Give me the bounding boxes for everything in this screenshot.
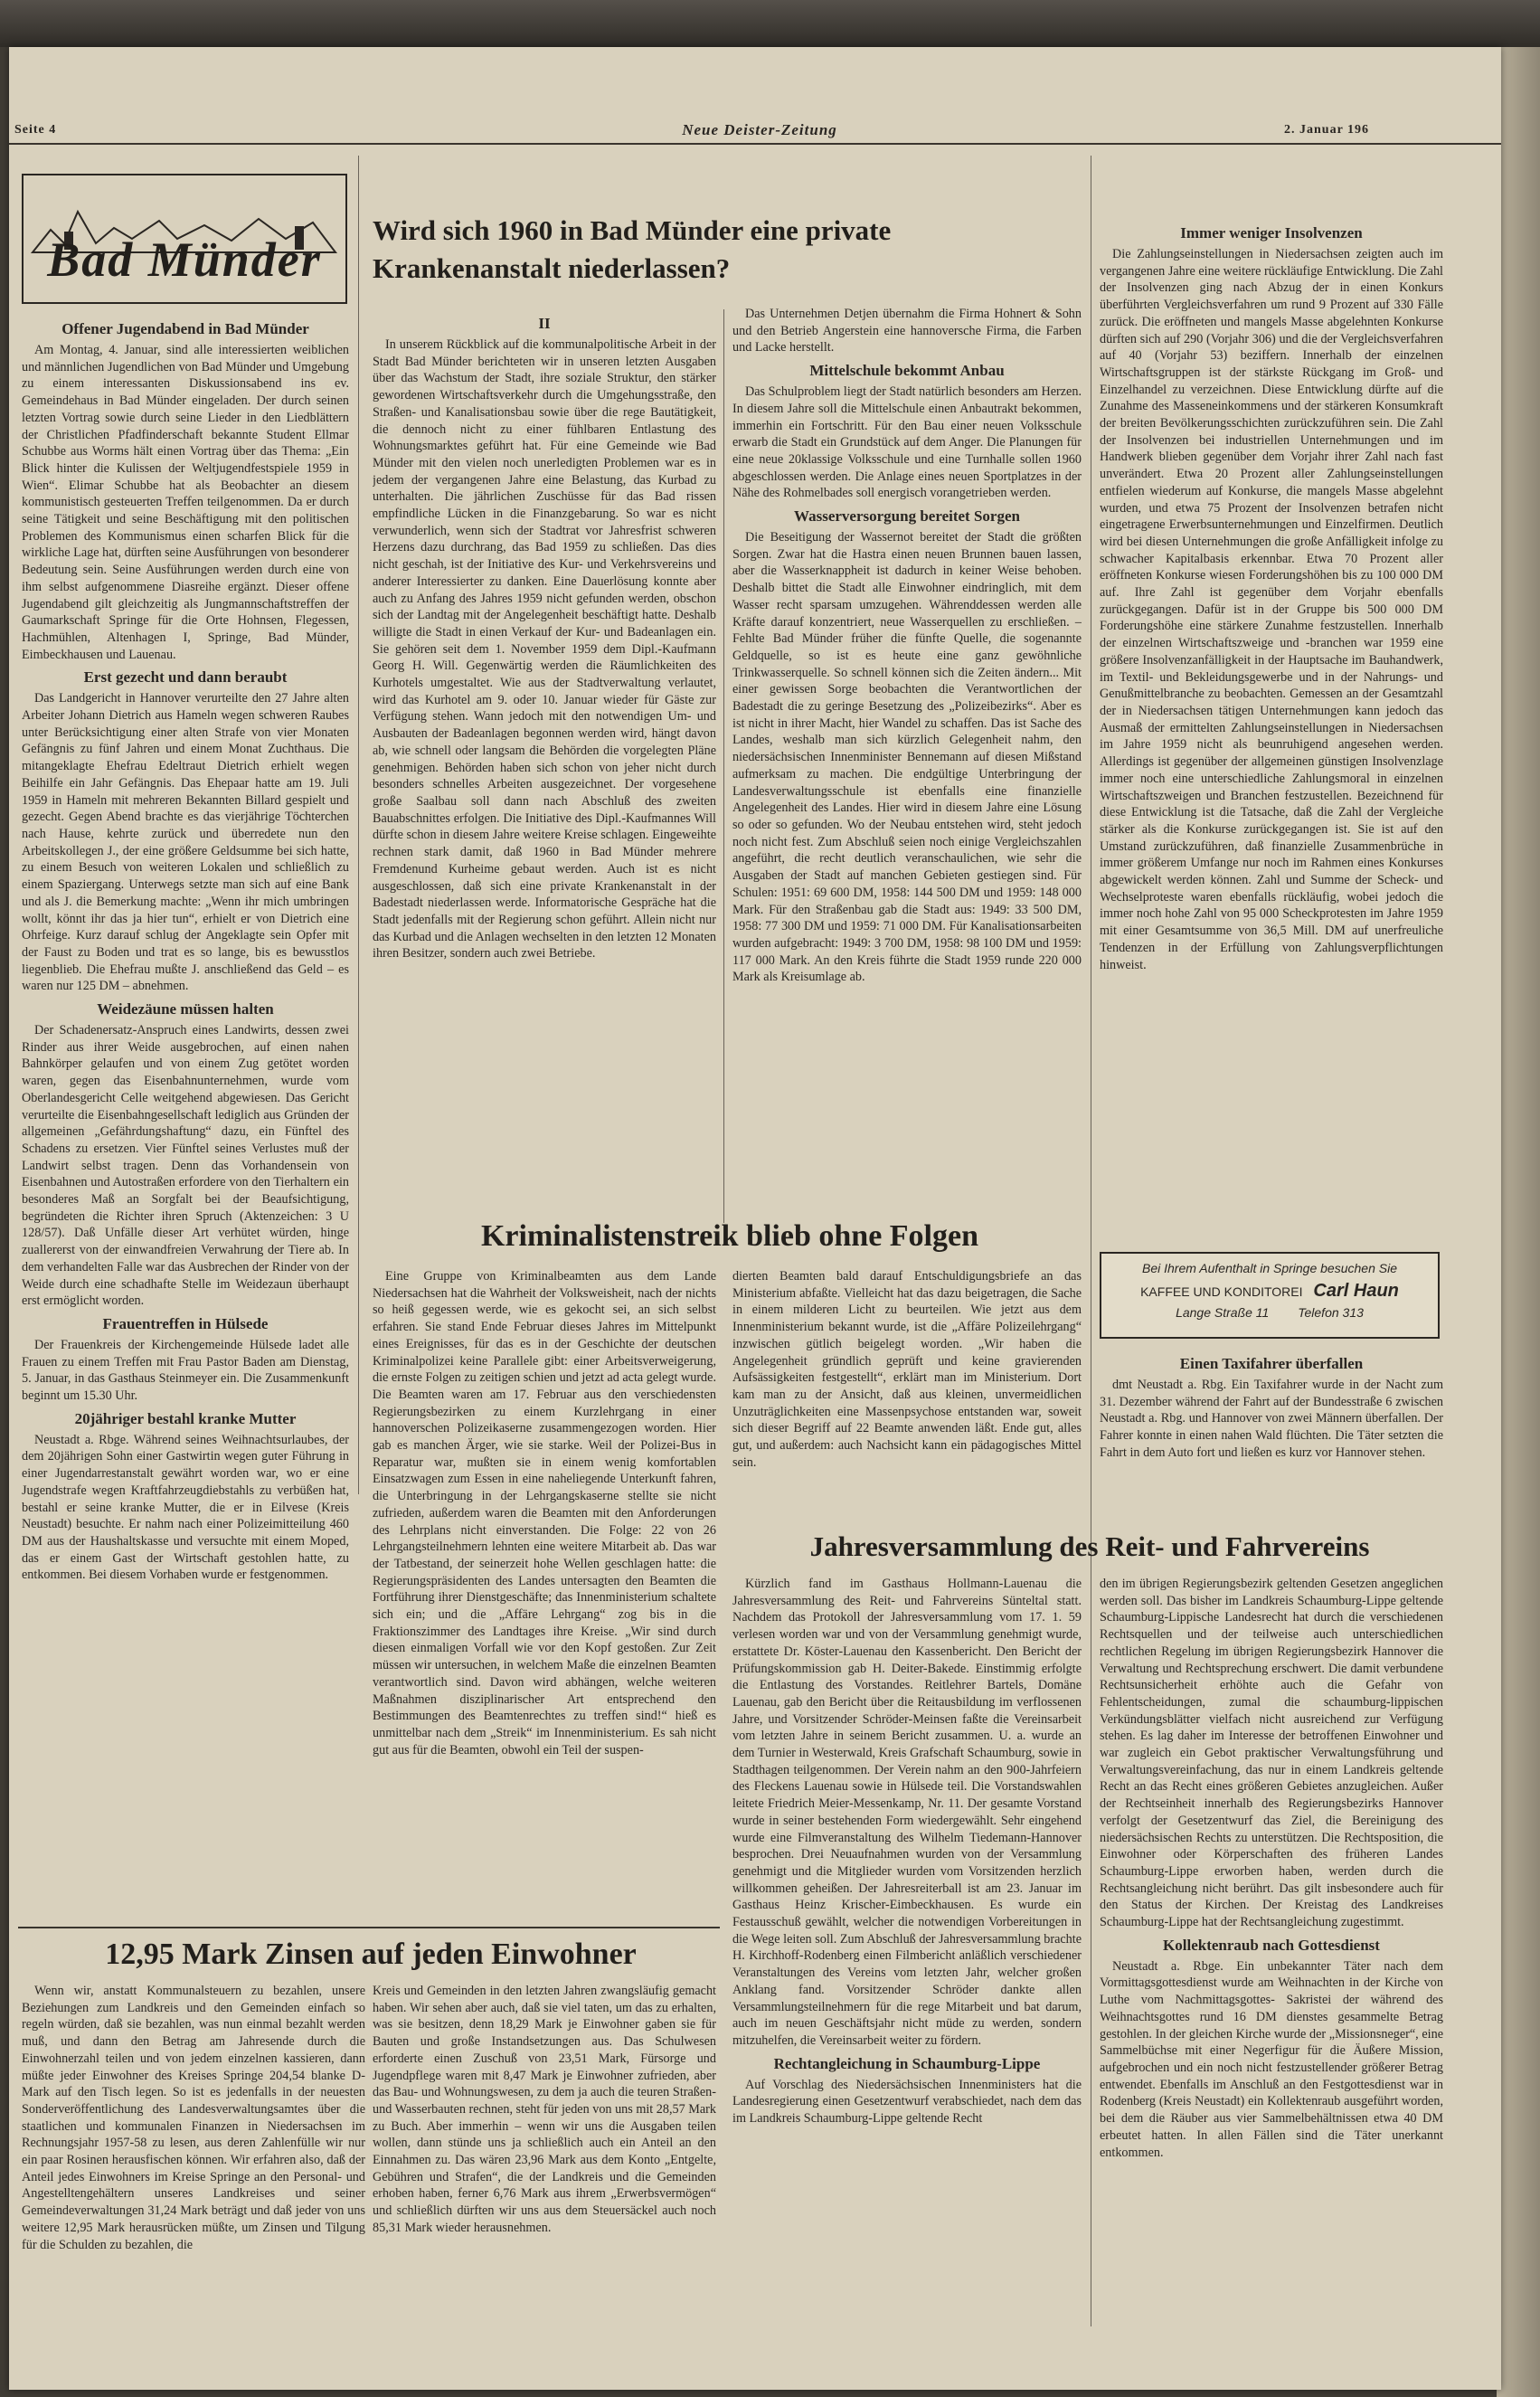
bad-muender-logo xyxy=(22,174,347,304)
ad-address: Lange Straße 11 xyxy=(1176,1305,1270,1320)
main-article-text: In unserem Rückblick auf die kommunalpolitische Arbeit in der Stadt Bad Münder berichteten wir in unseren letzten Ausgaben über das Wachstum der Stadt, ihre soziale Struktur, den stärker gewordenen Wirtschaftsverkehr durch die Umgehungsstraße, den Straßen- und Kanalisationsbau sowie über die rege Bautätigkeit, die dennoch nicht zu einer fühlbaren Entlastung des Wohnungsmarktes geführt hat. Für eine Gemeinde wie Bad Münder mit den vielen noch unerledigten Problemen war es in jedem der vergangenen Jahre eine Belastung, das Kurbad zu unterhalten. Die jährlichen Zuschüsse für das Bad rissen empfindliche Lücken in die Finanzgebarung. So war es nicht verwunderlich, wenn sich der Stadtrat vor Jahresfrist schweren Herzens dazu durchrang, das Bad 1959 zu schließen. Das dies nicht geschah, ist der Initiative des Kur- und Verkehrsvereins und anderer Interessierter zu danken. Eine Dauerlösung konnte aber auch zu Anfang des Jahres 1959 nicht gefunden werden, obschon sich der Landtag mit der Angelegenheit beschäftigt hatte. Deshalb willigte die Stadt in einen Verkauf der Kur- und Badeanlagen ein. Sie gehören seit dem 1. November 1959 dem Dipl.-Kaufmann Georg H. Will. Gegenwärtig werden die Räumlichkeiten des Kurhotels umgestaltet. Wie aus der Stadtverwaltung verlautet, wird das Kurhotel am 9. oder 10. Januar wieder für Gäste zur Verfügung stehen. Wann jedoch mit den notwendigen Um- und Ausbauten der Badeanlagen begonnen werden wird, hängt davon ab, wie schnell oder langsam die Behörden die vorgelegten Pläne genehmigen. Behörden haben sich schon von jeher nicht durch besonders schnelles Arbeiten ausgezeichnet. Der vorgesehene große Saalbau soll dann nach Abschluß des zweiten Bauabschnittes erfolgen. Die Initiative des Dipl.-Kaufmannes Will dürfte schon in diesem Jahre weitere Kreise schlagen. Eingeweihte rechnen stark damit, daß 1960 in Bad Münder mehrere Fremdenund Kurheime gebaut werden. Auch ist es nicht ausgeschlossen, daß sich eine private Krankenanstalt in der Badestadt niederlassen werde. Informatorische Gespräche hat die Stadt jedenfalls mit der Regierung schon geführt. Allein nicht nur das Kurbad und die Anlagen wechselten in den letzten 12 Monaten ihren Besitzer, sondern auch zwei Betriebe. xyxy=(373,337,716,962)
article-text: Das Unternehmen Detjen übernahm die Firma Hohnert & Sohn und den Betrieb Angerstein eine hannoversche Firma, die Farben und Lacke herstellt. xyxy=(732,307,1082,355)
column-divider xyxy=(723,309,724,1223)
masthead-rule xyxy=(9,143,1501,145)
reit-column-2 xyxy=(1100,1576,1443,2372)
logo-text: Bad Münder xyxy=(47,232,322,287)
ad-owner: Carl Haun xyxy=(1313,1281,1399,1301)
kollekten-text: Neustadt a. Rbge. Ein unbekannter Täter nach dem Vormittagsgottesdienst wurde am Weihnachten in der Kirche von Luthe vom Nachmittagsgottes- Sakristei der während des Weihnachtsgottes rund 16 DM dienstes gesammelte Betrag gestohlen. In der gleichen Kirche wurde der „Missionsneger“, eine Sammelbüchse mit einer Negerfigur für die Äußere Mission, aufgebrochen und ein noch nicht festzustellender größerer Betrag entwendet. Ebenfalls im Anschluß an den Festgottesdienst war in Rodenberg (Kreis Neustadt) ein Kollektenraub ausgeführt worden, bei dem die Räuber aus vier Sammelbehältnissen etwa 40 DM erbeutet hatten. In allen Fällen sind die Täter unerkannt entkommen. xyxy=(1100,1958,1443,2160)
reit-text-1: Kürzlich fand im Gasthaus Hollmann-Lauenau die Jahresversammlung des Reit- und Fahrvereins Sünteltal statt. Nachdem das Protokoll der Jahresversammlung vom 17. 1. 59 verlesen worden war und von der Versammlung genehmigt wurde, erstattete Dr. Köster-Lauenau den Kassenbericht. Den Bericht der Prüfungskommission gab H. Deiter-Bakede. Einstimmig erfolgte die Entlastung des Vorstandes. Reitlehrer Bartels, Domäne Lauenau, gab den Bericht über die Reitausbildung im verflossenen Jahre, und Vorsitzender Schröder-Meinsen faßte die Vereinsarbeit vom letzten Jahre in seinem Bericht zusammen. U. a. wurde an dem Turnier in Westerwald, Kreis Grafschaft Schaumburg, sowie in Stadthagen teilgenommen. Der Verein nahm an den 900-Jahrfeiern des Fleckens Lauenau sowie in Hülsede teil. Die Vorstandswahlen leitete Friedrich Meier-Messenkamp, Nr. 11. Der gesamte Vorstand wurde in seiner bestehenden Form wiedergewählt. Sehr eingehend wurde eine Filmveranstaltung des Wilhelm Tiedemann-Hannover besprochen. Drei Neuaufnahmen wurden von der Versammlung genehmigt und die Mitglieder wurden vom Vorsitzenden herzlich willkommen geheißen. Der Jahresreiterball ist am 23. Januar im Gasthaus Heinz Krischer-Eimbeckhausen. Es wurde ein Festausschuß gewählt, welcher die notwendigen Vorbereitungen in die Wege leiten soll. Zum Abschluß der Jahresversammlung brachte H. Kirchhoff-Rodenberg einen Filmbericht anläßlich verschiedener Veranstaltungen des Vereins vom letzten Jahr, welcher großen Anklang fand. Vorsitzender Schröder dankte allen Versammlungsteilnehmern für die rege Mitarbeit und bat darum, auch im neuen Geschäftsjahr nicht müde zu werden, sondern mitzuhelfen, die Vereinsarbeit weiter zu fördern. xyxy=(732,1577,1082,2048)
krimi-column-2 xyxy=(732,1268,1082,1540)
article-text: Die Beseitigung der Wassernot bereitet der Stadt die größten Sorgen. Zwar hat die Hastra einen neuen Brunnen bauen lassen, aber die Wasserknappheit ist dadurch in keiner Weise behoben. Deshalb bittet die Stadt alle Einwohner eindringlich, mit dem Wasser recht sparsam umzugehen. Währenddessen werden alle Kräfte darauf konzentriert, neue Wasserquellen zu erschließen. – Fehlte Bad Münder früher die fünfte Quelle, die sogenannte Geldquelle, so ist es heute eine ganz gewöhnliche Trinkwasserquelle. So schnell können sich die Zeiten ändern... Mit einer gewissen Sorge beobachten die Verantwortlichen der Badestadt die zu geringe Besetzung des „Polizeibezirks“. Aber es ist nicht in ihrer Macht, hier Wandel zu schaffen. Das ist Sache des Landes, weshalb man sich kürzlich Gelegenheit nahm, den niedersächsischen Innenminister Bennemann auf diesen Mißstand aufmerksam zu machen. Die endgültige Unterbringung der Landesverwaltungsschule ist ebenfalls eine finanzielle Angelegenheit des Landes. Hier wird in diesem Jahre eine Lösung so oder so gefunden. Wo der Neubau entstehen wird, steht jedoch noch nicht fest. Zum Abschluß seien noch einige Vergleichszahlen angeführt, die recht deutlich veranschaulichen, wie sehr die Ausgaben der Stadt auf manchen Gebieten gestiegen sind. Für Schulen: 1951: 69 600 DM, 1958: 144 500 DM und 1959: 148 000 Mark. Für den Straßenbau gab die Stadt aus: 1949: 33 500 DM, 1958: 77 300 DM und 1959: 71 000 DM. Für Kanalisationsarbeiten wurden aufgebracht: 1949: 3 700 DM, 1958: 98 100 DM und 1959: 117 000 Mark. An den Kreis führte die Stadt 1959 runde 220 000 Mark als Kreisumlage ab. xyxy=(732,530,1082,985)
main-article-column-1 xyxy=(373,309,716,1214)
newspaper-page xyxy=(9,47,1501,2390)
article-headline: Offener Jugendabend in Bad Münder xyxy=(61,320,309,337)
krimi-text-1: Eine Gruppe von Kriminalbeamten aus dem Lande Niedersachsen hat die Wahrheit der Volksweisheit, nach der nichts so heiß gegessen werde, wie es gekocht sei, an sich selbst erfahren. Sie stand Ende Februar dieses Jahres im Mittelpunkt eines Ereignisses, für das es in der Geschichte der deutschen Kriminalpolizei keine Parallele gibt: einer Arbeitsverweigerung, die ernste Folgen zu zeitigen schien und jetzt ad acta gelegt wurde. Die Beamten waren am 17. Februar aus den verschiedensten Regierungsbezirken zu einem Kurzlehrgang in einer hannoverschen Polizeikaserne zusammengezogen worden. Hier gab es manchen Ärger, wie sie starke. Weil der Polizei-Bus in Reparatur war, mußten sie in einem wenig komfortablen Einsatzwagen zum Essen in eine naheliegende Unterkunft fahren, die Unterbringung in der Lehrgangskaserne stellte sie nicht zufrieden, außerdem waren die Beamten mit den Anforderungen des Lehrplans nicht einverstanden. Die Folge: 22 von 26 Lehrgangsteilnehmern lehnten eine weitere Mitarbeit ab. Das war der Tatbestand, der seinerzeit hohe Wellen geschlagen hatte: die Regierungspräsidenten des Landes untersagten den Beamten die Fortführung ihrer Dienstgeschäfte; das Innenministerium schaltete sich ein; und die „Affäre Lehrgang“ zog bis in die Fraktionszimmer des Landtages ihre Kreise. „Wir sind durch diesen einmaligen Vorfall wie vor den Kopf gestoßen. Zur Zeit müssen wir untersuchen, in welchem Maße die einzelnen Beamten verantwortlich sind. Davon wird abhängen, welche weiteren Maßnahmen disziplinarischer Art entsprechend den Bestimmungen des Beamtenrechtes zu treffen sind!“ hieß es unmittelbar nach dem „Streik“ im Innenministerium. Es sah nicht gut aus für die Beamten, obwohl ein Teil der suspen- xyxy=(373,1269,716,1757)
page-number: Seite 4 xyxy=(14,123,57,137)
article-headline: Immer weniger Insolvenzen xyxy=(1180,224,1363,242)
article-text: Das Landgericht in Hannover verurteilte den 27 Jahre alten Arbeiter Johann Dietrich aus Hameln wegen schweren Raubes unter Berücksichtigung einer alten Strafe von vier Monaten Gefängnis zu fünf Jahren und einem Monat Zuchthaus. Die mitangeklagte Ehefrau Edeltraut Dietrich erhielt wegen Beihilfe ein Jahr Gefängnis. Das Ehepaar hatte am 19. Juli 1959 in Hameln mit mehreren Bekannten Billard gespielt und gezecht. Gegen Abend brachte es das vierjährige Töchterchen nach Hause, kehrte zurück und überredete nun den Arbeitskollegen J., der eine größere Geldsumme bei sich hatte, zu einem Besuch von weiteren Lokalen und schließlich zu einem Spaziergang. Unterwegs setzte man sich auf eine Bank und als J. die Bemerkung machte: „Wenn ihr mich umbringen wollt, könnt ihr das ja hier tun“, erhielt er von Dietrich eine Ohrfeige. Kurz darauf schlug der Angeklagte sein Opfer mit der Faust zu Boden und trat es so lange, bis es bewusstlos liegenblieb. Die Ehefrau mußte J. anschließend das Geld – es waren nur 125 DM – abnehmen. xyxy=(22,691,349,994)
article-headline: 20jähriger bestahl kranke Mutter xyxy=(74,1409,297,1427)
article-headline: Erst gezecht und dann beraubt xyxy=(83,668,288,687)
main-headline: Wird sich 1960 in Bad Münder eine private Krankenanstalt niederlassen? xyxy=(373,214,892,284)
article-headline: Wasserversorgung bereitet Sorgen xyxy=(794,507,1020,526)
zinsen-text-1: Wenn wir, anstatt Kommunalsteuern zu bezahlen, unsere Beziehungen zum Landkreis und den Gemeinden einfach so regeln würden, daß sie bezahlen, was nun einmal bezahlt werden muß, und dann den Betrag am Jahresende durch die Einwohnerzahl teilen und von jedem einzelnen kassieren, dann müßte jeder Einwohner des Kreises Springe 204,54 blanke D-Mark auf den Tisch legen. So ist es jedenfalls in der neuesten Sonderveröffentlichung des Landesverwaltungsamtes über die staatlichen und kommunalen Finanzen in Niedersachsen im Rechnungsjahr 1957-58 zu lesen, aus deren Zahlenfülle wir nur ein paar Rosinen herausfischen können. Wir erfahren also, daß der Anteil jedes Einwohners im Kreise Springe an den Personal- und Angestelltengehältern unseres Landkreises und seiner Gemeindeverwaltungen 31,24 Mark beträgt und daß jeder von uns weitere 12,95 Mark herausrücken müßte, um Zinsen und Tilgung für die Schulden zu bezahlen, die xyxy=(22,1984,365,2252)
column-divider xyxy=(358,156,359,1494)
article-text: Die Zahlungseinstellungen in Niedersachsen zeigten auch im vergangenen Jahre eine weitere rückläufige Entwicklung. Die Zahl der Insolvenzen ging nach Abzug der in einen Konkurs überführten Vergleichsverfahren um rund 9 Prozent auf 330 Fälle zurück. Die eröffneten und mangels Masse abgelehnten Konkurse dürften sich auf 290 (Vorjahr 306) und die der Vergleichsverfahren auf 40 (Vorjahr 53) beziffern. Innerhalb der einzelnen Wirtschaftsgruppen ist der stärkste Rückgang im Groß- und Einzelhandel zu verzeichnen. Diese Entwicklung dürfte auf die Zunahme des Masseneinkommens und der stärkeren Konsumkraft der breiten Bevölkerungsschichten zurückzuführen sein. Die Zahl der Insolvenzen bei industriellen Unternehmungen und im Handwerk blieben gegenüber dem Vorjahr ihrer Zahl nach fast unverändert. Etwa 20 Prozent aller Zahlungseinstellungen entfielen wiederum auf Konkurse, die mangels Masse abgelehnt wurden, und etwa 75 Prozent der Insolvenzen betrafen nicht eingetragene Erwerbsunternehmungen und Einzelfirmen. Deutlich wird bei diesen Unternehmungen die große Anfälligkeit infolge zu schwacher Kapitalbasis erkennbar. Etwa 70 Prozent aller eröffneten Konkurse wiesen Forderungshöhen bis zu 100 000 DM auf. Ihre Zahl ist gegenüber dem Vorjahr ebenfalls zurückgegangen. Dafür ist in der Gruppe bis 500 000 DM Forderungshöhe eine stärkere Zunahme festzustellen. Innerhalb der einzelnen Wirtschaftszweige und -branchen war 1959 eine größere Insolvenzanfälligkeit in der Hauptsache im Bauhandwerk, im Textil- und Bekleidungsgewerbe und in der Nahrungs- und Genußmittelbranche zu beobachten. Gemessen an der Gesamtzahl der in Niedersachsen tätigen Unternehmungen kann jedoch das Ausmaß der ermittelten Zahlungseinstellungen in Niedersachsen im Jahre 1959 nicht als beunruhigend angesehen werden. Allerdings ist gegenüber der allgemeinen günstigen Insolvenzlage immer noch eine unterschiedliche Zahlungsmoral in einzelnen Wirtschaftszweigen und Branchen festzustellen. Bezeichnend für diese Entwicklung ist die Tatsache, daß die Zahl der Vergleiche stärker als die Konkurse zurückgegangen ist. Sie ist auf den Umstand zurückzuführen, daß finanzielle Zusammenbrüche in immer größerem Umfange nur noch im Rahmen eines Konkurses abgewickelt werden können. Zahl und Summe der Scheck- und Wechselproteste waren ebenfalls rückläufig, wobei jedoch die immer noch hohe Zahl von 95 000 Scheckprotesten im Jahre 1959 mit einer Gesamtsumme von 36,5 Mill. DM auf unerfreuliche Tendenzen in der Erfüllung von Zahlungsverpflichtungen hinweist. xyxy=(1100,247,1443,972)
paper-title: Neue Deister-Zeitung xyxy=(682,121,837,138)
krimi-text-2: dierten Beamten bald darauf Entschuldigungsbriefe an das Ministerium abfaßte. Vielleicht hat das dazu beigetragen, die Sache in einem milderen Licht zu beurteilen. Wie jetzt aus dem Innenministerium bekannt wurde, ist die „Affäre Polizeilehrgang“ inzwischen gütlich beigelegt worden. „Wir haben die Angelegenheit gründlich geprüft und keine gravierenden Aufsässigkeiten festgestellt“, erklärt man im Ministerium. Dort kam man zu der Ansicht, daß aus kleinen, unvermeidlichen Unzuträglichkeiten eine Massenpsychose entstanden war, soweit sich dieser Begriff auf 22 Beamte anwenden läßt. Ende gut, alles gut, und außerdem: auch Nachsicht kann ein pädagogisches Mittel sein. xyxy=(732,1269,1082,1470)
recht-headline: Rechtangleichung in Schaumburg-Lippe xyxy=(773,2054,1041,2072)
ad-line-1: Bei Ihrem Aufenthalt in Springe besuchen Sie xyxy=(1142,1261,1397,1275)
background-top xyxy=(0,0,1540,47)
recht-text-1: Auf Vorschlag des Niedersächsischen Innenministers hat die Landesregierung einen Gesetzentwurf verabschiedet, nach dem das im Landkreis Schaumburg-Lippe geltende Recht xyxy=(732,2077,1082,2127)
article-headline: Frauentreffen in Hülsede xyxy=(102,1314,269,1332)
article-text: Am Montag, 4. Januar, sind alle interessierten weiblichen und männlichen Jugendlichen von Bad Münder und Umgebung zu einem interessanten Diskussionsabend ins ev. Gemeindehaus in Bad Münder eingeladen. Der durch seinen letzten Vortrag sowie durch seine Lieder in den Liedblättern der Christlichen Pfadfinderschaft bekannte Student Ellmar Schubbe aus Worms hält einen Vortrag über das Thema: „Ein Blick hinter die Kulissen der Weltjugendfestspiele 1959 in Wien“. Elimar Schubbe hat als Beobachter an diesem kommunistisch gesteuerten Treffen teilgenommen. Da er durch seine Tätigkeit und seine Beschäftigung mit den politischen Problemen des Kommunismus einen scharfen Blick für die wirkliche Lage hat, dürften seine Ausführungen von besonderer Bedeutung sein. Seine Ausführungen werden durch eine von ihm selbst aufgenommene Diasreihe ergänzt. Dieser offene Jugendabend gilt gleichzeitig als Jungmannschaftstreffen der Gaumarkschaft Springe für die Orte Hohnsen, Flegessen, Hachmühlen, Altenhagen I, Springe, Bad Münder, Eimbeckhausen und Lauenau. xyxy=(22,343,349,662)
taxi-article xyxy=(1100,1350,1443,1512)
zinsen-column-1 xyxy=(22,1983,365,2363)
main-article-column-2 xyxy=(732,306,1082,1219)
article-text: Der Schadenersatz-Anspruch eines Landwirts, dessen zwei Rinder aus ihrer Weide ausgebrochen, auf einen nahen Bahnkörper gelaufen und von einem Zug getötet worden waren, gegen das Eisenbahnunternehmen, wurde vom Oberlandesgericht Celle weitgehend abgewiesen. Das Gericht verurteilte die Eisenbahngesellschaft lediglich aus Gründen der allgemeinen „Gefährdungshaftung“ dazu, ein Fünftel des Schadens zu ersetzen. Vier Fünftel seines Verlustes muß der Landwirt selbst tragen. Denn das Vorhandensein von Eisenbahnen und Autostraßen erfordere von den Tierhaltern ein besonderes Maß an Sorgfalt bei der Beaufsichtigung, begründeten die Richter ihren Spruch (Aktenzeichen: 3 U 128/57). Daß Unfälle dieser Art verhütet würden, hinge zuallererst von der einwandfreien Verwahrung der Tiere ab. In dem verhandelten Falle war das Ausbrechen der Rinder von der Weide durch eine schadhafte Stelle im Weidezaun überhaupt erst ermöglicht worden. xyxy=(22,1023,349,1309)
left-column xyxy=(22,315,349,1925)
ad-phone: Telefon 313 xyxy=(1298,1305,1364,1320)
advertisement-box xyxy=(1100,1252,1440,1339)
krimi-column-1 xyxy=(373,1268,716,1892)
article-text: Neustadt a. Rbge. Während seines Weihnachtsurlaubes, der dem 20jährigen Sohn einer Gastwirtin wegen guter Führung in einer Jugendarrestanstalt gewährt worden war, wo er eine Jugendstrafe wegen Kraftfahrzeugdiebstahls zu verbüßen hat, bestahl er seine kranke Mutter, die er in Eilvese (Kreis Neustadt) besuchte. Er nahm nach einer Polizeimitteilung 460 DM aus der Haushaltskasse und versuchte mit einem Moped, das er einem Gast der Wirtschaft gestohlen hatte, zu entkommen. Bei diesem Vorhaben wurde er festgenommen. xyxy=(22,1432,349,1583)
page-edge xyxy=(1497,47,1540,2397)
zinsen-text-2: Kreis und Gemeinden in den letzten Jahren zwangsläufig gemacht haben. Wir sehen aber auch, daß sie viel taten, um das zu erhalten, was sie besitzen, denn 18,29 Mark je Einwohner gaben sie für Bauten und große Instandsetzungen aus. Das Schulwesen erforderte einen Zuschuß von 23,51 Mark, Fürsorge und Jugendpflege waren mit 8,47 Mark je Einwohner zufrieden, aber das Bau- und Wohnungswesen, zu dem ja auch die teuren Straßen- und Wasserbauten rechnen, steht für jeden von uns mit 28,57 Mark zu Buch. Aber immerhin – wenn wir uns die Ausgaben teilen wollen, dann stünde uns ja schließlich auch ein Anteil an den Einnahmen zu. Das wären 23,96 Mark aus dem Konto „Entgelte, Gebühren und Strafen“, die der Landkreis und die Gemeinden erhoben haben, ferner 6,76 Mark aus ihrem „Erwerbsvermögen“ und schließlich dürften wir uns aus dem Steuersäckel auch noch 85,31 Mark wieder herausnehmen. xyxy=(373,1984,716,2235)
right-column xyxy=(1100,219,1443,1250)
section-rule xyxy=(18,1927,720,1928)
taxi-headline: Einen Taxifahrer überfallen xyxy=(1179,1355,1364,1372)
article-text: Das Schulproblem liegt der Stadt natürlich besonders am Herzen. In diesem Jahre soll die Mittelschule einen Anbautrakt bekommen, immerhin ein Fortschritt. Für den Bau einer neuen Volksschule erwarb die Stadt ein Grundstück auf dem Anger. Die Planungen für eine neue 20klassige Volksschule und eine Turnhalle sollen 1960 abgeschlossen werden. Die Anlage eines neuen Sportplatzes in der Nähe des Rohmelbades soll energisch vorangetrieben werden. xyxy=(732,384,1082,501)
reit-headline: Jahresversammlung des Reit- und Fahrvereins xyxy=(809,1530,1370,1562)
zinsen-headline: 12,95 Mark Zinsen auf jeden Einwohner xyxy=(105,1937,637,1971)
article-headline: Weidezäune müssen halten xyxy=(97,1000,274,1018)
ad-business: KAFFEE UND KONDITOREI xyxy=(1140,1284,1303,1299)
reit-column-1 xyxy=(732,1576,1082,2372)
section-marker: II xyxy=(538,315,551,332)
taxi-text: dmt Neustadt a. Rbg. Ein Taxifahrer wurde in der Nacht zum 31. Dezember während der Fahrt auf der Bundesstraße 6 zwischen Neustadt a. Rbg. und Hannover von zwei Männern überfallen. Der Fahrer konnte in einen nahen Wald flüchten. Die Täter setzten die Fahrt in dem Auto fort und ließen es kurz vor Hannover stehen. xyxy=(1100,1378,1443,1460)
zinsen-column-2 xyxy=(373,1983,716,2363)
issue-date: 2. Januar 196 xyxy=(1284,123,1370,137)
article-headline: Mittelschule bekommt Anbau xyxy=(809,362,1005,380)
kollekten-headline: Kollektenraub nach Gottesdienst xyxy=(1163,1936,1380,1954)
recht-text-2: den im übrigen Regierungsbezirk geltenden Gesetzen angeglichen werden soll. Das bisher im Landkreis Schaumburg-Lippe geltende Schaumburg-Lippische Landesrecht hat durch die verschiedenen Rechtsquellen und der teilweise auch unterschiedlichen rechtlichen Regelung im übrigen Regierungsbezirk Hannover die Verwaltung und Rechtsprechung erschwert. Die damit verbundene Rechtsunsicherheit erhöhte auch die Gefahr von Fehlentscheidungen, zumal die schaumburg-lippischen Verkündungsblätter vielfach nicht ausreichend zur Verfügung stehen. Es lag daher im Interesse der betroffenen Einwohner und war zugleich ein Gebot praktischer Verwaltungsführung und Verwaltungsvereinfachung, das nur in einem Landkreis geltende Recht an das Recht eines größeren Gebietes anzugleichen. Außer der Rechtseinheit innerhalb des Regierungsbezirks Hannover verfolgt der Gesetzentwurf das Ziel, die Bereinigung des niedersächsischen Rechts zu unterstützen. Die Rechtsposition, die Einwohner oder Körperschaften des früheren Landes Schaumburg-Lippe erworben haben, werden durch die Rechtsangleichung nicht berührt. Das gilt insbesondere auch für den Status der Kirchen. Der Kreistag des Landkreises Schaumburg-Lippe hat der Rechtsangleichung zugestimmt. xyxy=(1100,1577,1443,1930)
article-text: Der Frauenkreis der Kirchengemeinde Hülsede ladet alle Frauen zu einem Treffen mit Frau Pastor Baden am Dienstag, 5. Januar, in das Gasthaus Steinmeyer ein. Die Zusammenkunft beginnt um 15.30 Uhr. xyxy=(22,1337,349,1404)
krimi-headline: Kriminalistenstreik blieb ohne Folgen xyxy=(480,1219,978,1253)
